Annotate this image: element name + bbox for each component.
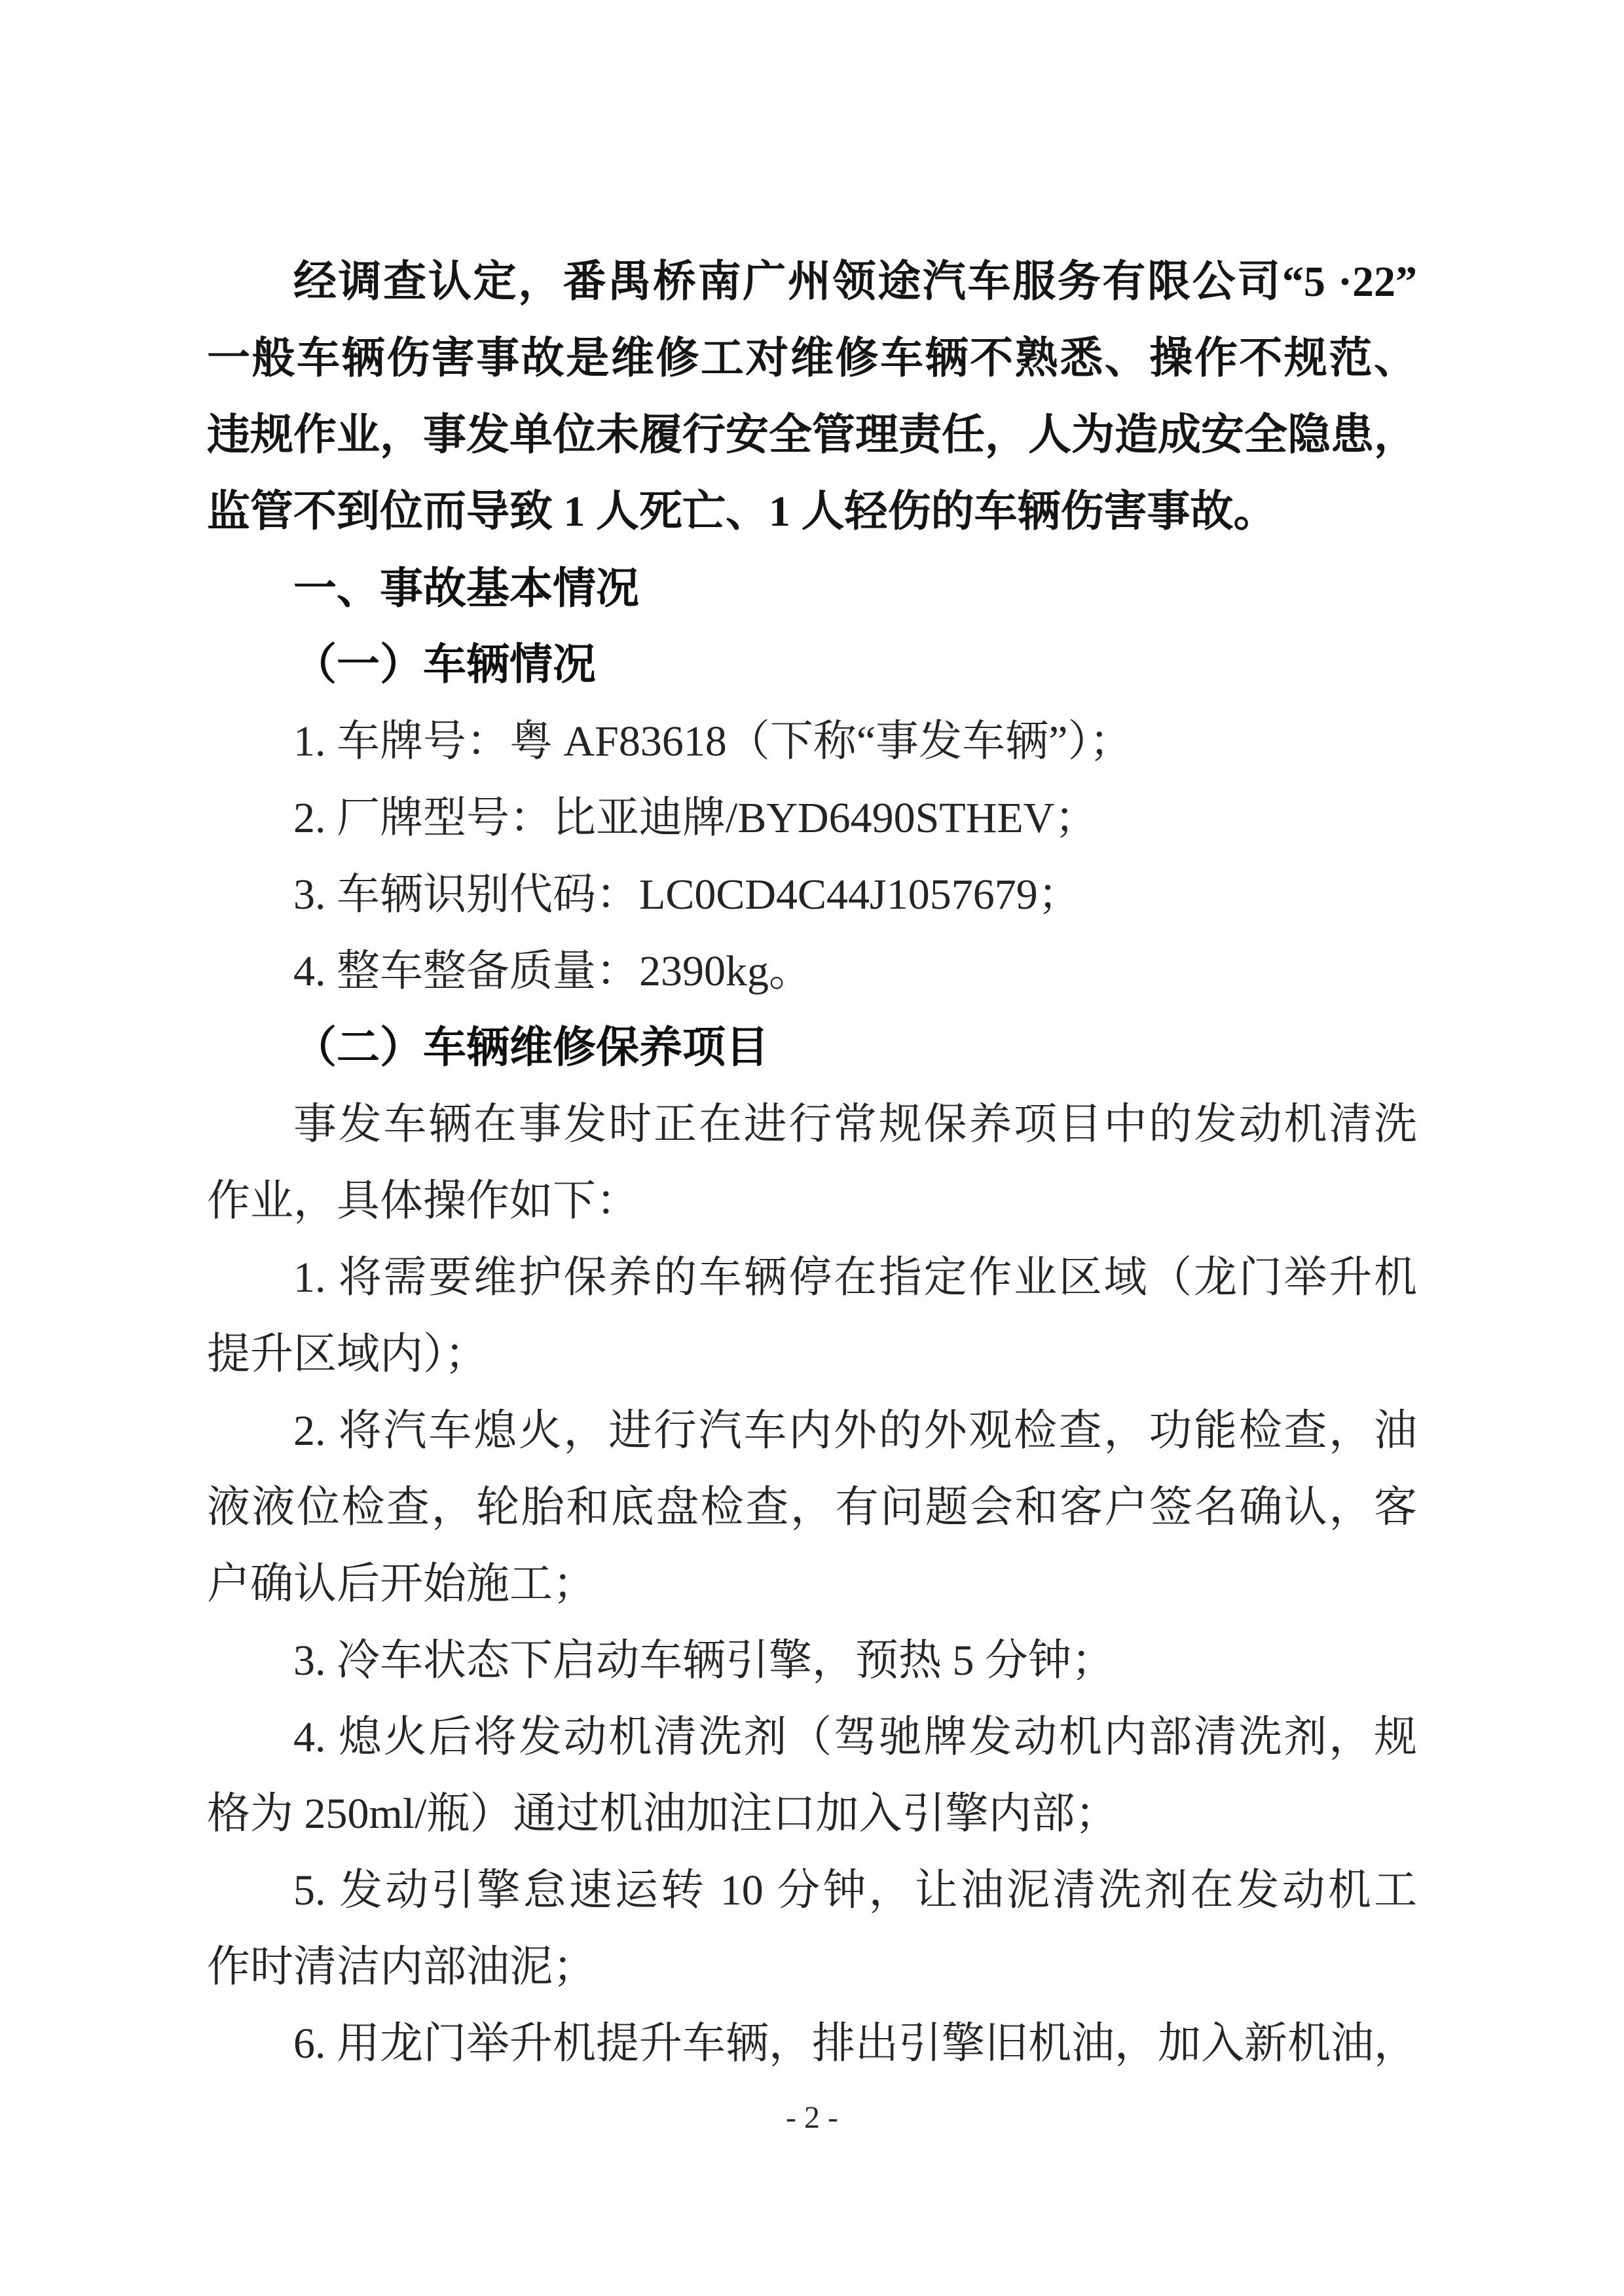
maintenance-step-6-line-1: 6. 用龙门举升机提升车辆，排出引擎旧机油，加入新机油，	[293, 2020, 1417, 2068]
intro-paragraph-line-3: 违规作业，事发单位未履行安全管理责任，人为造成安全隐患，	[207, 411, 1417, 459]
document-body	[207, 244, 1417, 2082]
maintenance-step-5-line-2: 作时清洁内部油泥；	[207, 1943, 596, 1991]
maintenance-step-4-line-2: 格为 250ml/瓶）通过机油加注口加入引擎内部；	[207, 1790, 1118, 1838]
section-heading-basic-facts: 一、事故基本情况	[293, 564, 639, 612]
intro-paragraph-line-4: 监管不到位而导致 1 人死亡、1 人轻伤的车辆伤害事故。	[207, 488, 1277, 536]
maintenance-step-2-line-2: 液液位检查，轮胎和底盘检查，有问题会和客户签名确认，客	[207, 1484, 1417, 1531]
maintenance-step-3: 3. 冷车状态下启动车辆引擎，预热 5 分钟；	[293, 1637, 1115, 1685]
maintenance-step-5-line-1: 5. 发动引擎怠速运转 10 分钟，让油泥清洗剂在发动机工	[293, 1867, 1417, 1914]
maintenance-paragraph-line-1: 事发车辆在事发时正在进行常规保养项目中的发动机清洗	[293, 1101, 1417, 1148]
vehicle-item-plate-number: 1. 车牌号：粤 AF83618（下称“事发车辆”）；	[293, 718, 1133, 765]
vehicle-item-brand-model: 2. 厂牌型号：比亚迪牌/BYD6490STHEV；	[293, 794, 1098, 842]
vehicle-item-curb-weight: 4. 整车整备质量：2390kg。	[293, 947, 812, 995]
maintenance-step-1-line-1: 1. 将需要维护保养的车辆停在指定作业区域（龙门举升机	[293, 1254, 1417, 1302]
page-number: - 2 -	[786, 2100, 838, 2135]
maintenance-step-2-line-1: 2. 将汽车熄火，进行汽车内外的外观检查，功能检查，油	[293, 1407, 1417, 1455]
intro-paragraph-line-2: 一般车辆伤害事故是维修工对维修车辆不熟悉、操作不规范、	[207, 335, 1417, 382]
maintenance-step-1-line-2: 提升区域内）；	[207, 1330, 488, 1378]
intro-paragraph-line-1: 经调查认定，番禺桥南广州领途汽车服务有限公司“5 ·22”	[293, 258, 1417, 306]
subsection-heading-vehicle-info: （一）车辆情况	[293, 641, 596, 689]
vehicle-item-vin-code: 3. 车辆识别代码：LC0CD4C44J1057679；	[293, 871, 1081, 919]
subsection-heading-maintenance-items: （二）车辆维修保养项目	[293, 1024, 769, 1072]
maintenance-step-4-line-1: 4. 熄火后将发动机清洗剂（驾驰牌发动机内部清洗剂，规	[293, 1713, 1417, 1761]
maintenance-paragraph-line-2: 作业，具体操作如下：	[207, 1177, 639, 1225]
maintenance-step-2-line-3: 户确认后开始施工；	[207, 1560, 596, 1608]
